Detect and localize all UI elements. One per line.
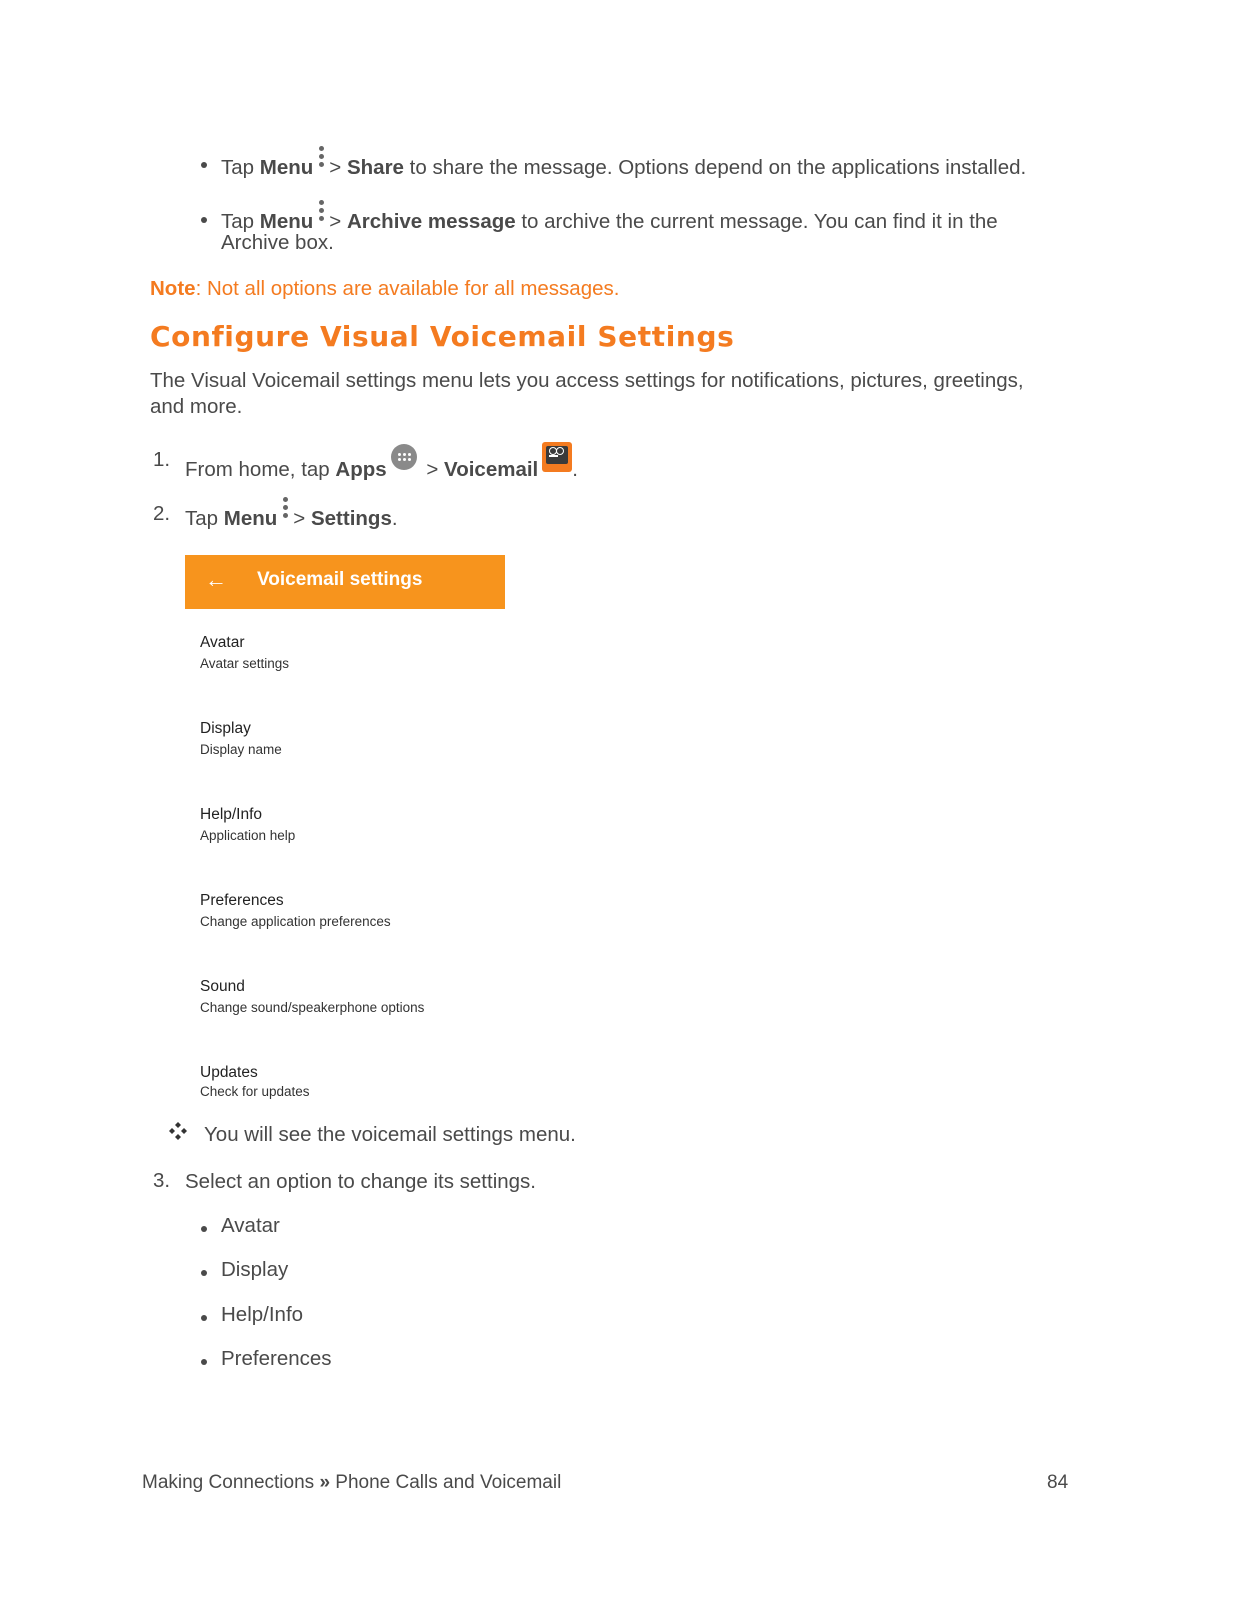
setting-helpinfo-title[interactable]: Help/Info xyxy=(200,806,263,823)
bullet-text: Tap xyxy=(221,210,255,233)
step-text: . xyxy=(572,458,578,481)
menu-icon xyxy=(319,150,325,176)
bullet-text: to archive the current message. You can find it in the xyxy=(521,210,998,233)
setting-display-sub: Display name xyxy=(200,742,282,757)
page-number: 84 xyxy=(1047,1472,1069,1493)
bullet-dot xyxy=(201,162,207,168)
gt-symbol: > xyxy=(293,507,306,530)
step-number: 1. xyxy=(153,448,171,471)
option-item: Help/Info xyxy=(221,1303,304,1326)
setting-updates-title[interactable]: Updates xyxy=(200,1064,258,1081)
setting-helpinfo-sub: Application help xyxy=(200,828,296,843)
footer-section: Making Connections xyxy=(142,1472,315,1493)
setting-preferences-sub: Change application preferences xyxy=(200,914,391,929)
apps-label: Apps xyxy=(335,458,387,481)
step-text: From home, tap xyxy=(185,458,330,481)
bullet-dot xyxy=(201,1359,207,1365)
step-text: . xyxy=(391,507,398,530)
archive-message-label: Archive message xyxy=(346,210,516,233)
menu-label: Menu xyxy=(223,507,278,530)
step-2 xyxy=(185,501,398,532)
result-diamond-icon xyxy=(168,1121,188,1141)
result-text: You will see the voicemail settings menu. xyxy=(204,1123,576,1146)
gt-symbol: > xyxy=(329,210,342,233)
gt-symbol: > xyxy=(426,458,439,481)
bullet-text: Tap xyxy=(221,156,255,179)
note-text: : Not all options are available for all messages. xyxy=(195,277,620,300)
arrow-left-icon[interactable]: ← xyxy=(205,567,227,592)
setting-avatar-sub: Avatar settings xyxy=(200,656,290,671)
setting-avatar-title[interactable]: Avatar xyxy=(200,634,245,651)
intro-line-2: and more. xyxy=(150,395,243,418)
bullet-text: to share the message. Options depend on the applications installed. xyxy=(409,156,1027,179)
voicemail-label: Voicemail xyxy=(444,458,539,481)
bullet-archive-cont: Archive box. xyxy=(221,231,334,254)
step-number: 3. xyxy=(153,1169,171,1192)
step-number: 2. xyxy=(153,502,171,525)
setting-sound-sub: Change sound/speakerphone options xyxy=(200,1000,425,1015)
share-label: Share xyxy=(346,156,404,179)
step-text: Tap xyxy=(185,507,219,530)
apps-icon xyxy=(391,444,417,470)
section-heading: Configure Visual Voicemail Settings xyxy=(150,320,735,353)
setting-preferences-title[interactable]: Preferences xyxy=(200,892,284,909)
menu-icon xyxy=(319,204,325,230)
setting-sound-title[interactable]: Sound xyxy=(200,978,245,995)
bullet-dot xyxy=(201,1315,207,1321)
voicemail-settings-title: Voicemail settings xyxy=(257,569,423,590)
option-item: Avatar xyxy=(221,1214,280,1237)
note-label: Note xyxy=(150,277,196,300)
bullet-archive xyxy=(221,204,998,235)
note xyxy=(150,276,619,302)
gt-symbol: > xyxy=(329,156,342,179)
menu-label: Menu xyxy=(259,210,314,233)
bullet-dot xyxy=(201,217,207,223)
setting-display-title[interactable]: Display xyxy=(200,720,251,737)
bullet-dot xyxy=(201,1270,207,1276)
settings-label: Settings xyxy=(310,507,392,530)
footer-separator: » xyxy=(319,1472,331,1493)
step-1 xyxy=(185,448,578,483)
menu-icon xyxy=(283,501,289,527)
option-item: Display xyxy=(221,1258,289,1281)
setting-updates-sub: Check for updates xyxy=(200,1084,310,1099)
footer-chapter: Phone Calls and Voicemail xyxy=(335,1472,562,1493)
voicemail-icon xyxy=(542,442,572,472)
menu-label: Menu xyxy=(259,156,314,179)
intro-line-1: The Visual Voicemail settings menu lets you access settings for notifications, pictures, greetings, xyxy=(150,369,1024,392)
option-item: Preferences xyxy=(221,1347,332,1370)
footer-breadcrumb xyxy=(142,1472,561,1494)
bullet-dot xyxy=(201,1226,207,1232)
setting-updates-sub-clip xyxy=(200,1084,310,1099)
bullet-share xyxy=(221,150,1026,181)
voicemail-settings-header xyxy=(185,555,505,609)
step-3: Select an option to change its settings. xyxy=(185,1170,537,1193)
